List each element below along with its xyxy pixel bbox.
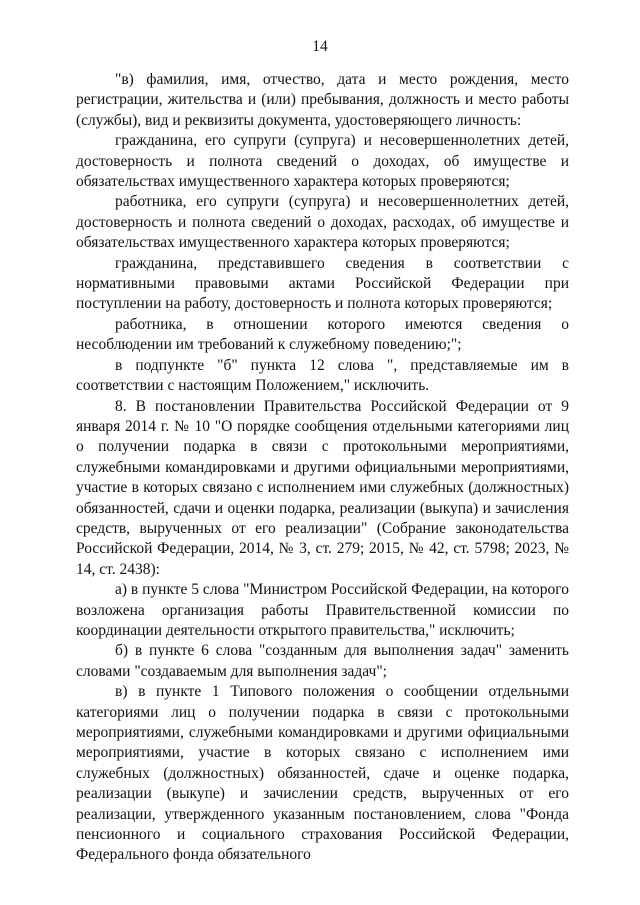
paragraph: а) в пункте 5 слова "Министром Российской Федерации, на которого возложена организация работы Правительственной комиссии по координации деятельности открытого правительства," исключить;	[76, 581, 569, 639]
paragraph: в подпункте "б" пункта 12 слова ", представляемые им в соответствии с настоящим Положением," исключить.	[76, 356, 569, 395]
paragraph: работника, его супруги (супруга) и несовершеннолетних детей, достоверность и полнота сведений о доходах, расходах, об имуществе и обязательствах имущественного характера которых проверяются;	[76, 193, 569, 252]
paragraph: гражданина, его супруги (супруга) и несовершеннолетних детей, достоверность и полнота сведений о доходах, об имуществе и обязательствах имущественного характера которых проверяются;	[76, 132, 569, 191]
page-number: 14	[312, 38, 328, 55]
paragraph: "в) фамилия, имя, отчество, дата и место рождения, место регистрации, жительства и (или) пребывания, должность и место работы (службы), вид и реквизиты документа, удостоверяющего личность:	[76, 71, 569, 129]
document-body	[76, 70, 569, 866]
paragraph: в) в пункте 1 Типового положения о сообщении отдельными категориями лиц о получении подарка в связи с протокольными мероприятиями, служебными командировками и другими официальными мероприятиями, участие в которых связано с исполнением ими служебных (должностных) обязанностей, сдаче и оценке подарка, реализации (выкупе) и зачислении средств, вырученных от его реализации, утвержденного указанным постановлением, слова "Фонда пенсионного и социального страхования Российской Федерации, Федерального фонда обязательного	[76, 683, 569, 864]
paragraph: б) в пункте 6 слова "созданным для выполнения задач" заменить словами "создаваемым для выполнения задач";	[76, 642, 569, 680]
paragraph: 8. В постановлении Правительства Российской Федерации от 9 января 2014 г. № 10 "О порядке сообщения отдельными категориями лиц о получении подарка в связи с протокольными мероприятиями, служебными командировками и другими официальными мероприятиями, участие в которых связано с исполнением ими служебных (должностных) обязанностей, сдачи и оценки подарка, реализации (выкупа) и зачисления средств, вырученных от его реализации" (Собрание законодательства Российской Федерации, 2014, № 3, ст. 279; 2015, № 42, ст. 5798; 2023, № 14, ст. 2438):	[76, 397, 569, 578]
paragraph: гражданина, представившего сведения в соответствии с нормативными правовыми актами Российской Федерации при поступлении на работу, достоверность и полнота которых проверяются;	[76, 254, 569, 313]
paragraph: работника, в отношении которого имеются сведения о несоблюдении им требований к служебному поведению;";	[76, 315, 569, 354]
